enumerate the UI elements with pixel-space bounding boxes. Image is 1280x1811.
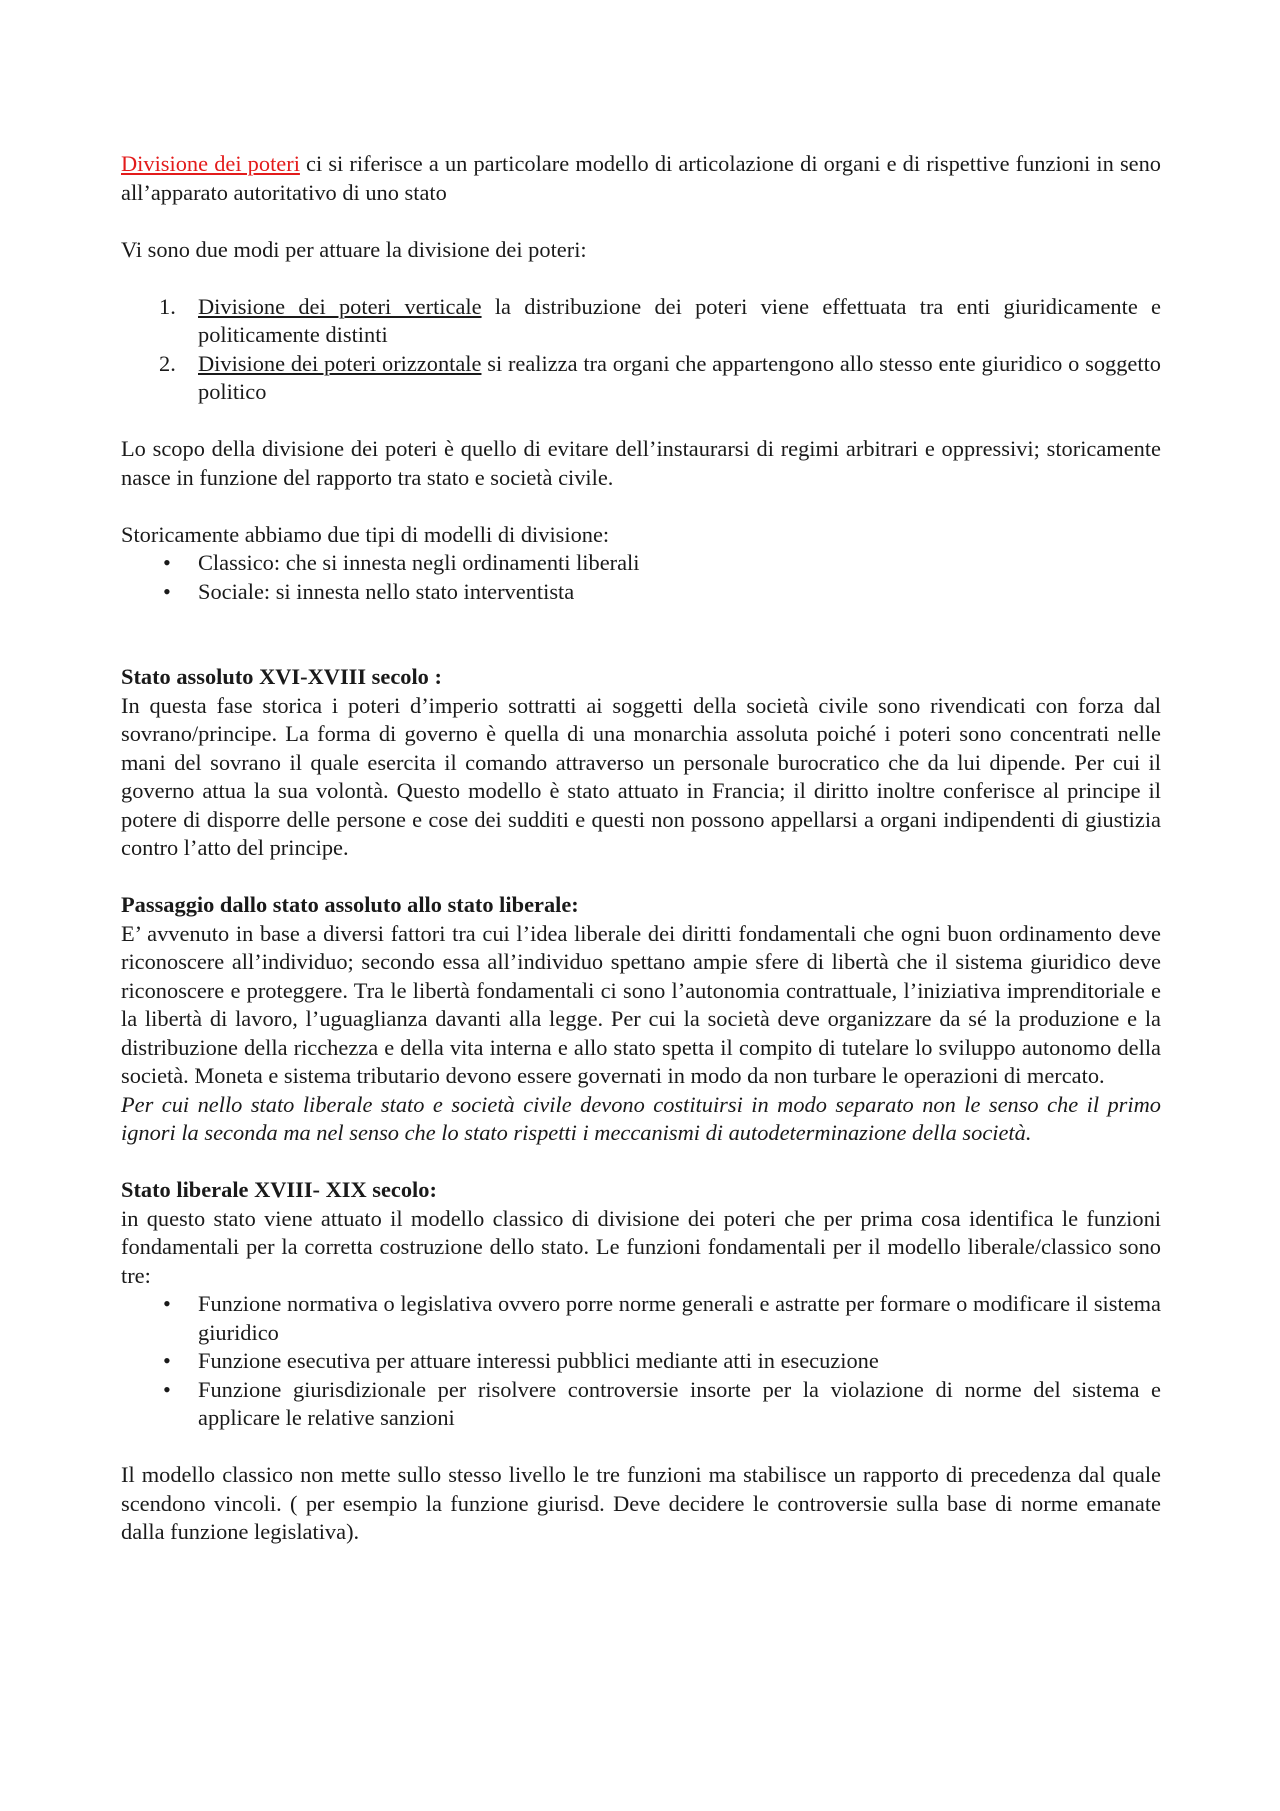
modi-text: la distribuzione dei poteri viene effettuata tra enti giuridicamente e politicamente distinti xyxy=(198,293,1161,347)
stato-assoluto-heading: Stato assoluto XVI-XVIII secolo : xyxy=(121,664,442,689)
modi-intro: Vi sono due modi per attuare la divisione dei poteri: xyxy=(121,236,587,262)
intro-text: ci si riferisce a un particolare modello di articolazione di organi e di rispettive funzioni in seno all’apparato autoritativo di uno stato xyxy=(121,151,1161,205)
list-number: 2. xyxy=(159,350,176,376)
list-item xyxy=(121,293,1161,350)
funzione-text: Funzione normativa o legislativa ovvero porre norme generali e astratte per formare o modificare il sistema giuridico xyxy=(198,1291,1161,1345)
modi-term: Divisione dei poteri verticale xyxy=(198,293,482,319)
conclusione-paragraph: Il modello classico non mette sullo stesso livello le tre funzioni ma stabilisce un rapporto di precedenza dal quale scendono vincoli. ( per esempio la funzione giurisd. Deve decidere le controversie sulla base di norme emanate dalla funzione legislativa). xyxy=(121,1462,1161,1544)
modello-text: Classico: che si innesta negli ordinamenti liberali xyxy=(198,550,640,575)
list-item xyxy=(121,1290,1161,1347)
bullet-icon: • xyxy=(163,550,171,575)
stato-liberale-text: in questo stato viene attuato il modello classico di divisione dei poteri che per prima cosa identifica le funzioni fondamentali per la corretta costruzione dello stato. Le funzioni fondamentali per il modello liberale/classico sono tre: xyxy=(121,1205,1161,1288)
passaggio-text: E’ avvenuto in base a diversi fattori tra cui l’idea liberale dei diritti fondamentali che ogni buon ordinamento deve riconoscere all’individuo; secondo essa all’individuo spettano ampie sfere di libertà che il sistema giuridico deve riconoscere e proteggere. Tra le libertà fondamentali ci sono l’autonomia contrattuale, l’iniziativa imprenditoriale e la libertà di lavoro, l’uguaglianza davanti alla legge. Per cui la società deve organizzare da sé la produzione e la distribuzione della ricchezza e della vita interna e allo stato spetta il compito di tutelare lo sviluppo autonomo della società. Moneta e sistema tributario devono essere governati in modo da non turbare le operazioni di mercato. xyxy=(121,920,1161,1088)
list-item xyxy=(121,578,1161,607)
modelli-intro: Storicamente abbiamo due tipi di modelli di divisione: xyxy=(121,521,610,547)
document-page xyxy=(121,150,1161,1547)
bullet-icon: • xyxy=(163,1376,171,1402)
scopo-paragraph: Lo scopo della divisione dei poteri è quello di evitare dell’instaurarsi di regimi arbitrari e oppressivi; storicamente nasce in funzione del rapporto tra stato e società civile. xyxy=(121,436,1161,490)
passaggio-italic: Per cui nello stato liberale stato e società civile devono costituirsi in modo separato non le senso che il primo ignori la seconda ma nel senso che lo stato rispetti i meccanismi di autodeterminazione della società. xyxy=(121,1091,1161,1145)
funzioni-list xyxy=(121,1290,1161,1433)
list-item xyxy=(121,1347,1161,1376)
modi-text: si realizza tra organi che appartengono allo stesso ente giuridico o soggetto politico xyxy=(198,350,1161,404)
modello-text: Sociale: si innesta nello stato interventista xyxy=(198,578,575,604)
modi-list xyxy=(121,293,1161,407)
divisione-dei-poteri-link[interactable]: Divisione dei poteri xyxy=(121,151,300,176)
list-number: 1. xyxy=(159,293,176,319)
funzione-text: Funzione esecutiva per attuare interessi pubblici mediante atti in esecuzione xyxy=(198,1348,879,1373)
passaggio-heading: Passaggio dallo stato assoluto allo stato liberale: xyxy=(121,892,579,917)
list-item xyxy=(121,350,1161,407)
bullet-icon: • xyxy=(163,1348,171,1373)
stato-liberale-heading: Stato liberale XVIII- XIX secolo: xyxy=(121,1177,437,1202)
list-item xyxy=(121,549,1161,578)
funzione-text: Funzione giurisdizionale per risolvere controversie insorte per la violazione di norme del sistema e applicare le relative sanzioni xyxy=(198,1376,1161,1430)
intro-paragraph xyxy=(121,150,1161,207)
modi-term: Divisione dei poteri orizzontale xyxy=(198,350,482,376)
bullet-icon: • xyxy=(163,578,171,604)
list-item xyxy=(121,1376,1161,1433)
bullet-icon: • xyxy=(163,1291,171,1316)
stato-assoluto-text: In questa fase storica i poteri d’imperio sottratti ai soggetti della società civile sono rivendicati con forza dal sovrano/principe. La forma di governo è quella di una monarchia assoluta poiché i poteri sono concentrati nelle mani del sovrano il quale esercita il comando attraverso un personale burocratico che da lui dipende. Per cui il governo attua la sua volontà. Questo modello è stato attuato in Francia; il diritto inoltre conferisce al principe il potere di disporre delle persone e cose dei sudditi e questi non possono appellarsi a organi indipendenti di giustizia contro l’atto del principe. xyxy=(121,692,1161,860)
modelli-list xyxy=(121,549,1161,606)
